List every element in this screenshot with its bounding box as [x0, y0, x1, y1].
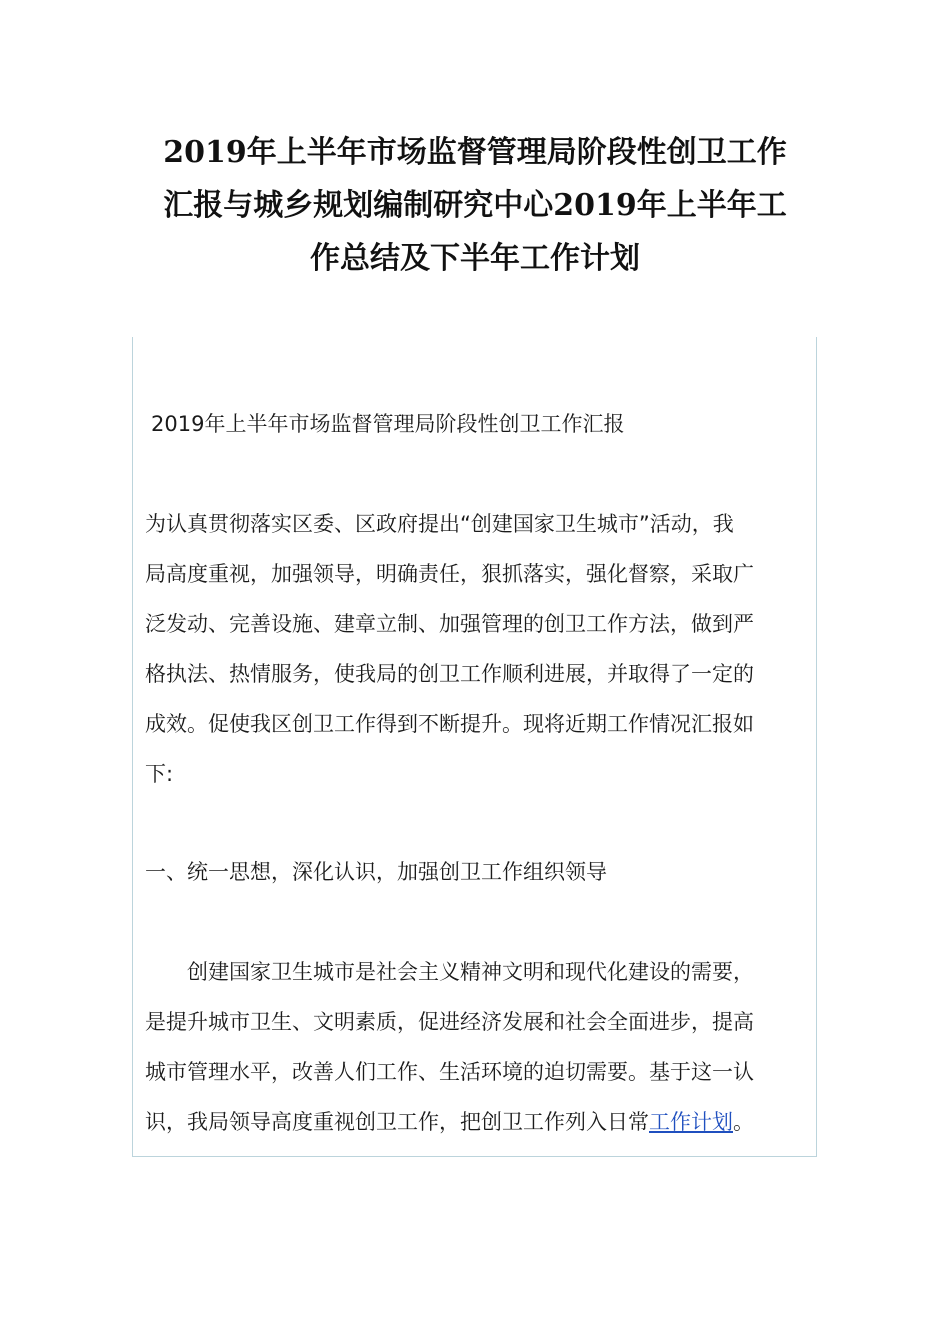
document-title — [140, 126, 810, 285]
intro-line: 下: — [145, 762, 174, 786]
paragraph-text: 识，我局领导高度重视创卫工作，把创卫工作列入日常 — [145, 1110, 649, 1134]
intro-line: 为认真贯彻落实区委、区政府提出“创建国家卫生城市”活动，我 — [145, 512, 734, 536]
intro-line: 局高度重视，加强领导，明确责任，狠抓落实，强化督察，采取广 — [145, 562, 754, 586]
paragraph-line: 是提升城市卫生、文明素质，促进经济发展和社会全面进步，提高 — [145, 1010, 754, 1034]
section-title: 2019年上半年市场监督管理局阶段性创卫工作汇报 — [151, 412, 625, 436]
paragraph-line: 城市管理水平，改善人们工作、生活环境的迫切需要。基于这一认 — [145, 1060, 754, 1084]
title-line: 汇报与城乡规划编制研究中心2019年上半年工 — [163, 188, 787, 223]
intro-line: 格执法、热情服务，使我局的创卫工作顺利进展，并取得了一定的 — [145, 662, 754, 686]
paragraph-text: 。 — [733, 1110, 754, 1134]
section-heading: 一、统一思想，深化认识，加强创卫工作组织领导 — [145, 860, 607, 884]
paragraph-line: 创建国家卫生城市是社会主义精神文明和现代化建设的需要， — [187, 960, 754, 984]
title-line: 2019年上半年市场监督管理局阶段性创卫工作 — [163, 135, 787, 170]
paragraph-line — [145, 1107, 754, 1137]
work-plan-link[interactable]: 工作计划 — [649, 1110, 733, 1134]
intro-line: 成效。促使我区创卫工作得到不断提升。现将近期工作情况汇报如 — [145, 712, 754, 736]
title-line: 作总结及下半年工作计划 — [310, 241, 640, 276]
content-box — [132, 337, 817, 1157]
intro-line: 泛发动、完善设施、建章立制、加强管理的创卫工作方法，做到严 — [145, 612, 754, 636]
